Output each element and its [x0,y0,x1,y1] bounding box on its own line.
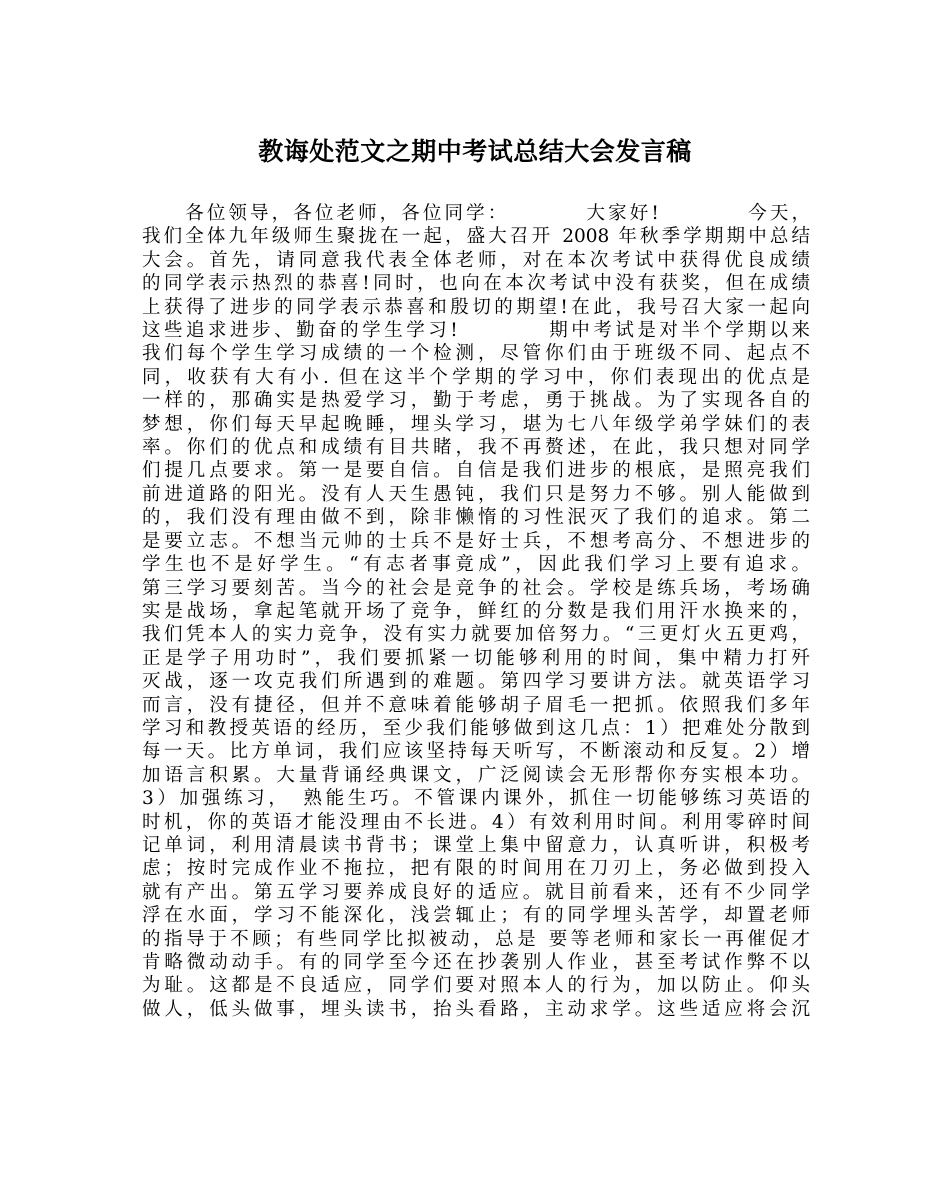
body-line: 我们凭本人的实力竞争，没有实力就要加倍努力。“三更灯火五更鸡， [142,624,810,646]
body-line: 率。你们的优点和成绩有目共睹，我不再赘述，在此，我只想对同学 [142,437,810,459]
body-line: 正是学子用功时”，我们要抓紧一切能够利用的时间，集中精力打歼 [142,647,810,669]
body-line: 加语言积累。大量背诵经典课文，广泛阅读会无形帮你夯实根本功。 [142,764,810,786]
body-line: 浮在水面，学习不能深化，浅尝辄止；有的同学埋头苦学，却置老师 [142,905,810,927]
body-line: 是要立志。不想当元帅的士兵不是好士兵，不想考高分、不想进步的 [142,530,810,552]
body-line: 的指导于不顾；有些同学比拟被动，总是 要等老师和家长一再催促才 [142,928,810,950]
body-line: 一样的，那确实是热爱学习，勤于考虑，勇于挑战。为了实现各自的 [142,390,810,412]
body-line: 记单词，利用清晨读书背书；课堂上集中留意力，认真听讲，积极考 [142,834,810,856]
body-line: 时机，你的英语才能没理由不长进。4）有效利用时间。利用零碎时间 [142,811,810,833]
body-line: 的同学表示热烈的恭喜!同时，也向在本次考试中没有获奖，但在成绩 [142,273,810,295]
body-line: 灭战，逐一攻克我们所遇到的难题。第四学习要讲方法。就英语学习 [142,671,810,693]
body-line: 虑；按时完成作业不拖拉，把有限的时间用在刀刃上，务必做到投入 [142,858,810,880]
body-line: 们提几点要求。第一是要自信。自信是我们进步的根底，是照亮我们 [142,460,810,482]
body-line: 同，收获有大有小. 但在这半个学期的学习中，你们表现出的优点是 [142,366,810,388]
body-line: 肯略微动动手。有的同学至今还在抄袭别人作业，甚至考试作弊不以 [142,952,810,973]
body-line: 梦想，你们每天早起晚睡，埋头学习，堪为七八年级学弟学妹们的表 [142,413,810,435]
body-line: 这些追求进步、勤奋的学生学习! 期中考试是对半个学期以来 [142,320,810,342]
body-line: 学生也不是好学生。“有志者事竟成”，因此我们学习上要有追求。 [142,554,810,576]
body-line: 上获得了进步的同学表示恭喜和殷切的期望!在此，我号召大家一起向 [142,296,810,318]
body-line: 为耻。这都是不良适应，同学们要对照本人的行为，加以防止。仰头 [142,975,810,997]
body-line: 前进道路的阳光。没有人天生愚钝，我们只是努力不够。别人能做到 [142,483,810,505]
body-line: 3）加强练习， 熟能生巧。不管课内课外，抓住一切能够练习英语的 [142,788,810,810]
document-body [142,202,810,1021]
body-line: 各位领导，各位老师，各位同学： 大家好! 今天， [142,203,810,224]
body-line: 就有产出。第五学习要养成良好的适应。就目前看来，还有不少同学 [142,881,810,903]
body-line: 每一天。比方单词，我们应该坚持每天听写，不断滚动和反复。2）增 [142,741,810,763]
body-line: 实是战场，拿起笔就开场了竞争，鲜红的分数是我们用汗水换来的， [142,600,810,622]
body-line: 我们全体九年级师生聚拢在一起，盛大召开 2008 年秋季学期期中总结 [142,226,810,248]
body-line: 而言，没有捷径，但并不意味着能够胡子眉毛一把抓。依照我们多年 [142,694,810,716]
body-line: 大会。首先，请同意我代表全体老师，对在本次考试中获得优良成绩 [142,249,810,271]
body-line: 学习和教授英语的经历，至少我们能够做到这几点：1）把难处分散到 [142,717,810,739]
body-line: 做人，低头做事，埋头读书，抬头看路，主动求学。这些适应将会沉 [142,998,810,1020]
document-title: 教诲处范文之期中考试总结大会发言稿 [258,137,692,166]
body-line: 的，我们没有理由做不到，除非懒惰的习性泯灭了我们的追求。第二 [142,507,810,529]
body-line: 第三学习要刻苦。当今的社会是竞争的社会。学校是练兵场，考场确 [142,577,810,599]
body-line: 我们每个学生学习成绩的一个检测，尽管你们由于班级不同、起点不 [142,343,810,365]
